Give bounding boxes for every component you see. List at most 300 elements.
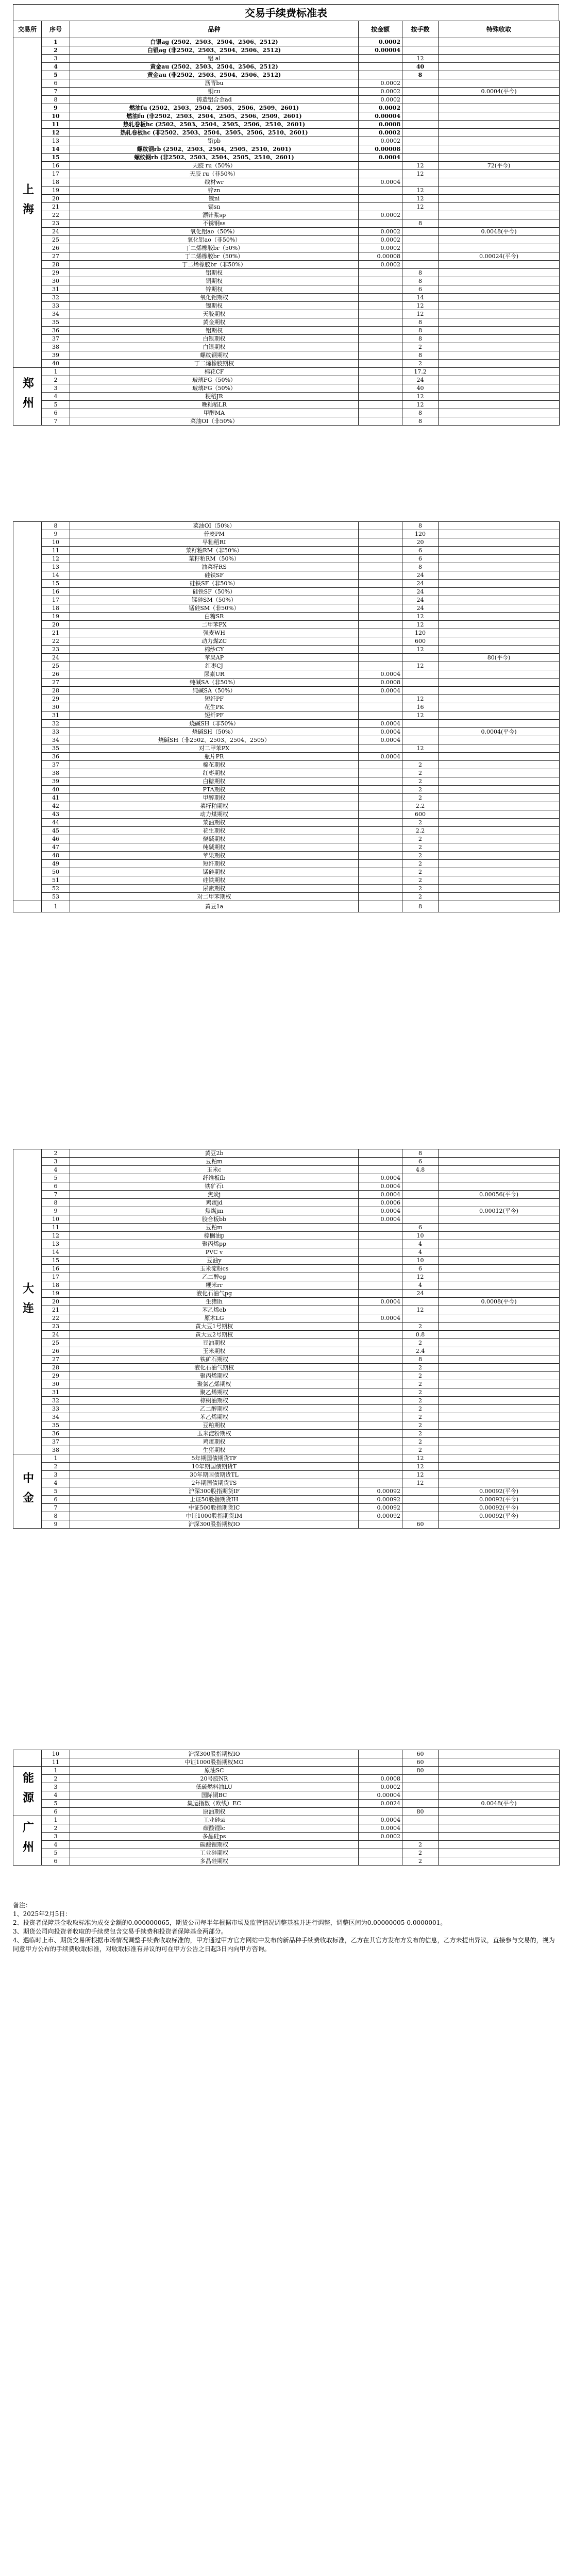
per-lot-cell: 20 xyxy=(402,538,439,547)
table-row xyxy=(13,1421,560,1430)
product-cell: 黄大豆1号期权 xyxy=(70,1323,359,1331)
table-row xyxy=(13,1397,560,1405)
amount-rate-cell xyxy=(359,1479,402,1487)
product-cell: 晚籼稻LR xyxy=(70,401,359,409)
per-lot-cell: 8 xyxy=(402,71,439,79)
product-cell: 黄豆1a xyxy=(70,901,359,912)
special-cell: 0.0008(平今) xyxy=(439,1298,560,1306)
product-cell: 铝期权 xyxy=(70,269,359,277)
product-cell: 豆油期权 xyxy=(70,1339,359,1347)
special-cell xyxy=(439,547,560,555)
amount-rate-cell xyxy=(359,761,402,769)
amount-rate-cell: 0.0008 xyxy=(359,121,402,129)
table-row xyxy=(13,810,560,819)
table-row xyxy=(13,154,560,162)
amount-rate-cell xyxy=(359,711,402,720)
per-lot-cell: 10 xyxy=(402,1232,439,1240)
product-cell: 沪深300股指期货IF xyxy=(70,1487,359,1496)
product-cell: 甲醇MA xyxy=(70,409,359,417)
amount-rate-cell xyxy=(359,637,402,646)
exchange-cell xyxy=(13,901,42,912)
special-cell xyxy=(439,1355,560,1364)
product-cell: 聚丙烯pp xyxy=(70,1240,359,1248)
per-lot-cell xyxy=(402,1775,439,1783)
per-lot-cell xyxy=(402,1191,439,1199)
product-cell: 苯乙烯期权 xyxy=(70,1413,359,1421)
table-row xyxy=(13,885,560,893)
per-lot-cell: 12 xyxy=(402,1463,439,1471)
table-row xyxy=(13,236,560,244)
seq-cell: 33 xyxy=(42,302,70,310)
special-cell xyxy=(439,1339,560,1347)
seq-cell: 3 xyxy=(42,1783,70,1791)
special-cell xyxy=(439,1413,560,1421)
per-lot-cell xyxy=(402,1504,439,1512)
amount-rate-cell: 0.00008 xyxy=(359,145,402,154)
table-row xyxy=(13,679,560,687)
product-cell: 原木LG xyxy=(70,1314,359,1323)
seq-cell: 8 xyxy=(42,1199,70,1207)
product-cell: 玉米淀粉期权 xyxy=(70,1430,359,1438)
seq-cell: 45 xyxy=(42,827,70,835)
seq-cell: 41 xyxy=(42,794,70,802)
special-cell xyxy=(439,96,560,104)
table-row xyxy=(13,1496,560,1504)
special-cell xyxy=(439,753,560,761)
seq-cell: 15 xyxy=(42,1257,70,1265)
seq-cell: 16 xyxy=(42,588,70,596)
amount-rate-cell: 0.0004 xyxy=(359,1174,402,1182)
seq-cell: 4 xyxy=(42,393,70,401)
amount-rate-cell xyxy=(359,1232,402,1240)
product-cell: 原油期权 xyxy=(70,1808,359,1816)
table-row xyxy=(13,1471,560,1479)
product-cell: 硅铁SF xyxy=(70,571,359,580)
amount-rate-cell xyxy=(359,1413,402,1421)
header-row xyxy=(13,21,560,38)
product-cell: 低硫燃料油LU xyxy=(70,1783,359,1791)
special-cell xyxy=(439,360,560,368)
amount-rate-cell: 0.0004 xyxy=(359,1215,402,1224)
seq-cell: 16 xyxy=(42,1265,70,1273)
table-row xyxy=(13,219,560,228)
product-cell: 棕榈油p xyxy=(70,1232,359,1240)
amount-rate-cell: 0.0002 xyxy=(359,79,402,88)
amount-rate-cell: 0.0002 xyxy=(359,137,402,145)
special-cell xyxy=(439,893,560,901)
product-cell: 玉米c xyxy=(70,1166,359,1174)
product-cell: 氧化铝ao（50%） xyxy=(70,228,359,236)
table-row xyxy=(13,1446,560,1454)
per-lot-cell xyxy=(402,1824,439,1833)
product-cell: 碳酸锂期权 xyxy=(70,1841,359,1849)
table-row xyxy=(13,343,560,351)
per-lot-cell xyxy=(402,1512,439,1520)
per-lot-cell xyxy=(402,88,439,96)
special-cell xyxy=(439,720,560,728)
amount-rate-cell xyxy=(359,629,402,637)
table-row xyxy=(13,187,560,195)
special-cell xyxy=(439,711,560,720)
table-row xyxy=(13,368,560,376)
seq-cell: 38 xyxy=(42,769,70,777)
seq-cell: 53 xyxy=(42,893,70,901)
product-cell: 黄豆2b xyxy=(70,1149,359,1158)
exchange-cell xyxy=(13,522,42,901)
exchange-cell: 中金 xyxy=(13,1454,42,1529)
fee-table xyxy=(13,21,560,426)
seq-cell: 3 xyxy=(42,1471,70,1479)
table-row xyxy=(13,1520,560,1529)
seq-cell: 11 xyxy=(42,121,70,129)
per-lot-cell xyxy=(402,687,439,695)
amount-rate-cell xyxy=(359,695,402,703)
amount-rate-cell: 0.00004 xyxy=(359,1791,402,1800)
special-cell xyxy=(439,63,560,71)
product-cell: 锌期权 xyxy=(70,285,359,294)
product-cell: 5年期国债期货TF xyxy=(70,1454,359,1463)
product-cell: 20号胶NR xyxy=(70,1775,359,1783)
table-row xyxy=(13,351,560,360)
per-lot-cell: 12 xyxy=(402,302,439,310)
table-row xyxy=(13,1339,560,1347)
seq-cell: 22 xyxy=(42,637,70,646)
amount-rate-cell: 0.0002 xyxy=(359,38,402,46)
amount-rate-cell: 0.0004 xyxy=(359,736,402,744)
seq-cell: 25 xyxy=(42,1339,70,1347)
per-lot-cell xyxy=(402,1833,439,1841)
special-cell xyxy=(439,1857,560,1866)
amount-rate-cell: 0.0024 xyxy=(359,1800,402,1808)
table-row xyxy=(13,96,560,104)
per-lot-cell: 2 xyxy=(402,1405,439,1413)
table-row xyxy=(13,604,560,613)
amount-rate-cell xyxy=(359,786,402,794)
special-cell xyxy=(439,1520,560,1529)
table-row xyxy=(13,1215,560,1224)
amount-rate-cell xyxy=(359,219,402,228)
product-cell: 油菜籽RS xyxy=(70,563,359,571)
per-lot-cell: 8 xyxy=(402,1355,439,1364)
special-cell xyxy=(439,1273,560,1281)
special-cell xyxy=(439,810,560,819)
table-row xyxy=(13,211,560,219)
seq-cell: 23 xyxy=(42,646,70,654)
special-cell xyxy=(439,1824,560,1833)
product-cell: 不锈钢ss xyxy=(70,219,359,228)
seq-cell: 3 xyxy=(42,384,70,393)
per-lot-cell: 120 xyxy=(402,530,439,538)
amount-rate-cell xyxy=(359,555,402,563)
table-row xyxy=(13,860,560,868)
special-cell xyxy=(439,187,560,195)
table-row xyxy=(13,720,560,728)
amount-rate-cell xyxy=(359,860,402,868)
product-cell: 丁二烯橡胶br（50%） xyxy=(70,252,359,261)
special-cell xyxy=(439,38,560,46)
product-cell: 多晶硅期权 xyxy=(70,1857,359,1866)
amount-rate-cell: 0.0004 xyxy=(359,687,402,695)
table-row xyxy=(13,269,560,277)
per-lot-cell xyxy=(402,145,439,154)
table-row xyxy=(13,654,560,662)
special-cell xyxy=(439,1166,560,1174)
table-row xyxy=(13,629,560,637)
per-lot-cell: 12 xyxy=(402,393,439,401)
product-cell: 铜期权 xyxy=(70,277,359,285)
table-row xyxy=(13,1149,560,1158)
special-cell xyxy=(439,79,560,88)
special-cell xyxy=(439,343,560,351)
table-row xyxy=(13,170,560,178)
amount-rate-cell xyxy=(359,1158,402,1166)
per-lot-cell: 12 xyxy=(402,646,439,654)
special-cell xyxy=(439,285,560,294)
table-row xyxy=(13,901,560,912)
special-cell xyxy=(439,1808,560,1816)
seq-cell: 28 xyxy=(42,261,70,269)
amount-rate-cell xyxy=(359,1463,402,1471)
table-row xyxy=(13,178,560,187)
product-cell: 焦炭j xyxy=(70,1191,359,1199)
special-cell xyxy=(439,1380,560,1388)
product-cell: 棕榈油期权 xyxy=(70,1397,359,1405)
seq-cell: 51 xyxy=(42,876,70,885)
table-row xyxy=(13,1290,560,1298)
special-cell xyxy=(439,777,560,786)
special-cell xyxy=(439,868,560,876)
amount-rate-cell: 0.0004 xyxy=(359,1824,402,1833)
table-row xyxy=(13,1816,560,1824)
per-lot-cell: 12 xyxy=(402,187,439,195)
product-cell: 豆粕m xyxy=(70,1158,359,1166)
product-cell: 对二甲苯期权 xyxy=(70,893,359,901)
amount-rate-cell xyxy=(359,1446,402,1454)
per-lot-cell: 2 xyxy=(402,1438,439,1446)
table-row xyxy=(13,786,560,794)
amount-rate-cell xyxy=(359,1750,402,1758)
per-lot-cell: 12 xyxy=(402,170,439,178)
per-lot-cell xyxy=(402,154,439,162)
amount-rate-cell xyxy=(359,376,402,384)
special-cell: 72(平今) xyxy=(439,162,560,170)
special-cell xyxy=(439,104,560,112)
amount-rate-cell xyxy=(359,819,402,827)
table-row xyxy=(13,1331,560,1339)
special-cell xyxy=(439,596,560,604)
special-cell xyxy=(439,588,560,596)
special-cell xyxy=(439,1775,560,1783)
table-row xyxy=(13,360,560,368)
table-row xyxy=(13,596,560,604)
per-lot-cell: 12 xyxy=(402,695,439,703)
per-lot-cell: 6 xyxy=(402,1158,439,1166)
table-row xyxy=(13,1512,560,1520)
amount-rate-cell: 0.00092 xyxy=(359,1512,402,1520)
special-cell xyxy=(439,55,560,63)
column-header: 特殊收取 xyxy=(439,21,560,38)
special-cell xyxy=(439,145,560,154)
product-cell: 二甲苯PX xyxy=(70,621,359,629)
special-cell xyxy=(439,1388,560,1397)
special-cell xyxy=(439,662,560,670)
special-cell xyxy=(439,46,560,55)
per-lot-cell: 12 xyxy=(402,621,439,629)
per-lot-cell: 2 xyxy=(402,343,439,351)
per-lot-cell xyxy=(402,96,439,104)
table-row xyxy=(13,112,560,121)
seq-cell: 26 xyxy=(42,670,70,679)
table-row xyxy=(13,1232,560,1240)
product-cell: 白银期权 xyxy=(70,335,359,343)
exchange-cell: 上海 xyxy=(13,38,42,368)
seq-cell: 5 xyxy=(42,1487,70,1496)
seq-cell: 13 xyxy=(42,137,70,145)
table-row xyxy=(13,1405,560,1413)
seq-cell: 32 xyxy=(42,294,70,302)
product-cell: 硅铁SF（非50%） xyxy=(70,580,359,588)
per-lot-cell: 24 xyxy=(402,376,439,384)
seq-cell: 31 xyxy=(42,285,70,294)
special-cell xyxy=(439,703,560,711)
seq-cell: 3 xyxy=(42,1158,70,1166)
product-cell: 纯碱期权 xyxy=(70,843,359,852)
special-cell xyxy=(439,1158,560,1166)
per-lot-cell: 2 xyxy=(402,819,439,827)
product-cell: 工业硅期权 xyxy=(70,1849,359,1857)
table-row xyxy=(13,580,560,588)
per-lot-cell: 2 xyxy=(402,876,439,885)
per-lot-cell: 12 xyxy=(402,1479,439,1487)
per-lot-cell: 2 xyxy=(402,843,439,852)
table-row xyxy=(13,285,560,294)
product-cell: 短纤PF xyxy=(70,695,359,703)
note-line: 2、投资者保障基金收取标准为成交金额的0.000000065，期货公司每半年根据市场及监管情况调整基准并进行调整，调整区间为0.00000005-0.0000001。 xyxy=(13,1919,447,1926)
per-lot-cell xyxy=(402,1199,439,1207)
seq-cell: 5 xyxy=(42,1174,70,1182)
per-lot-cell xyxy=(402,261,439,269)
amount-rate-cell xyxy=(359,596,402,604)
product-cell: 白银期权 xyxy=(70,343,359,351)
seq-cell: 12 xyxy=(42,129,70,137)
amount-rate-cell: 0.0002 xyxy=(359,129,402,137)
product-cell: 锰硅期权 xyxy=(70,868,359,876)
seq-cell: 28 xyxy=(42,1364,70,1372)
amount-rate-cell: 0.0002 xyxy=(359,96,402,104)
seq-cell: 6 xyxy=(42,1182,70,1191)
amount-rate-cell: 0.00092 xyxy=(359,1496,402,1504)
seq-cell: 33 xyxy=(42,1405,70,1413)
product-cell: 豆粕m xyxy=(70,1224,359,1232)
special-cell xyxy=(439,1174,560,1182)
note-line: 4、遇临时上市、期货交易所根据市场情况调整手续费收取标准的，甲方通过甲方官方网站中发布的新品种手续费收取标准，乙方在其官方发布方发布的信息，乙方未提出异议，直接参与交易的，视为同意甲方公布的手续费收取标准，对收取标准有异议的可在甲方公告之日起3日内向甲方咨询。 xyxy=(13,1937,555,1953)
special-cell xyxy=(439,1281,560,1290)
per-lot-cell xyxy=(402,211,439,219)
per-lot-cell xyxy=(402,679,439,687)
special-cell xyxy=(439,1767,560,1775)
amount-rate-cell xyxy=(359,170,402,178)
amount-rate-cell xyxy=(359,294,402,302)
amount-rate-cell: 0.00092 xyxy=(359,1487,402,1496)
per-lot-cell xyxy=(402,1298,439,1306)
seq-cell: 16 xyxy=(42,162,70,170)
product-cell: 工业硅si xyxy=(70,1816,359,1824)
table-row xyxy=(13,38,560,46)
per-lot-cell xyxy=(402,1487,439,1496)
per-lot-cell: 24 xyxy=(402,596,439,604)
amount-rate-cell xyxy=(359,360,402,368)
product-cell: 镍期权 xyxy=(70,302,359,310)
amount-rate-cell xyxy=(359,1767,402,1775)
special-cell xyxy=(439,530,560,538)
note-line: 1、2025年2月5日： xyxy=(13,1910,72,1918)
per-lot-cell: 2 xyxy=(402,852,439,860)
product-cell: 聚氯乙烯期权 xyxy=(70,1380,359,1388)
amount-rate-cell xyxy=(359,876,402,885)
product-cell: 纯碱SA（非50%） xyxy=(70,679,359,687)
per-lot-cell: 12 xyxy=(402,195,439,203)
per-lot-cell xyxy=(402,753,439,761)
amount-rate-cell: 0.0004 xyxy=(359,720,402,728)
special-cell: 0.00056(平今) xyxy=(439,1191,560,1199)
amount-rate-cell: 0.0004 xyxy=(359,728,402,736)
seq-cell: 44 xyxy=(42,819,70,827)
product-cell: 铁矿石i xyxy=(70,1182,359,1191)
table-row xyxy=(13,1833,560,1841)
special-cell xyxy=(439,368,560,376)
seq-cell: 18 xyxy=(42,1281,70,1290)
product-cell: 苹果AP xyxy=(70,654,359,662)
table-row xyxy=(13,695,560,703)
amount-rate-cell xyxy=(359,777,402,786)
table-row xyxy=(13,1323,560,1331)
special-cell xyxy=(439,604,560,613)
note-line: 备注： xyxy=(13,1902,32,1909)
per-lot-cell: 12 xyxy=(402,203,439,211)
table-row xyxy=(13,1454,560,1463)
product-cell: 白糖SR xyxy=(70,613,359,621)
special-cell xyxy=(439,1364,560,1372)
amount-rate-cell xyxy=(359,327,402,335)
seq-cell: 9 xyxy=(42,530,70,538)
per-lot-cell: 8 xyxy=(402,522,439,530)
table-row xyxy=(13,547,560,555)
product-cell: 锌zn xyxy=(70,187,359,195)
seq-cell: 5 xyxy=(42,401,70,409)
product-cell: 白银ag (2502、2503、2504、2506、2512) xyxy=(70,38,359,46)
product-cell: 铝 al xyxy=(70,55,359,63)
seq-cell: 17 xyxy=(42,1273,70,1281)
product-cell: 液化石油气期权 xyxy=(70,1364,359,1372)
per-lot-cell: 2.2 xyxy=(402,802,439,810)
seq-cell: 50 xyxy=(42,868,70,876)
table-row xyxy=(13,736,560,744)
table-row xyxy=(13,777,560,786)
product-cell: 天胶 ru（非50%） xyxy=(70,170,359,178)
table-row xyxy=(13,1791,560,1800)
special-cell xyxy=(439,310,560,318)
per-lot-cell: 2 xyxy=(402,786,439,794)
seq-cell: 6 xyxy=(42,79,70,88)
special-cell: 0.0048(平今) xyxy=(439,1800,560,1808)
special-cell xyxy=(439,1849,560,1857)
amount-rate-cell xyxy=(359,1149,402,1158)
table-row xyxy=(13,876,560,885)
per-lot-cell xyxy=(402,1800,439,1808)
special-cell xyxy=(439,1471,560,1479)
per-lot-cell: 80 xyxy=(402,1808,439,1816)
seq-cell: 21 xyxy=(42,1306,70,1314)
